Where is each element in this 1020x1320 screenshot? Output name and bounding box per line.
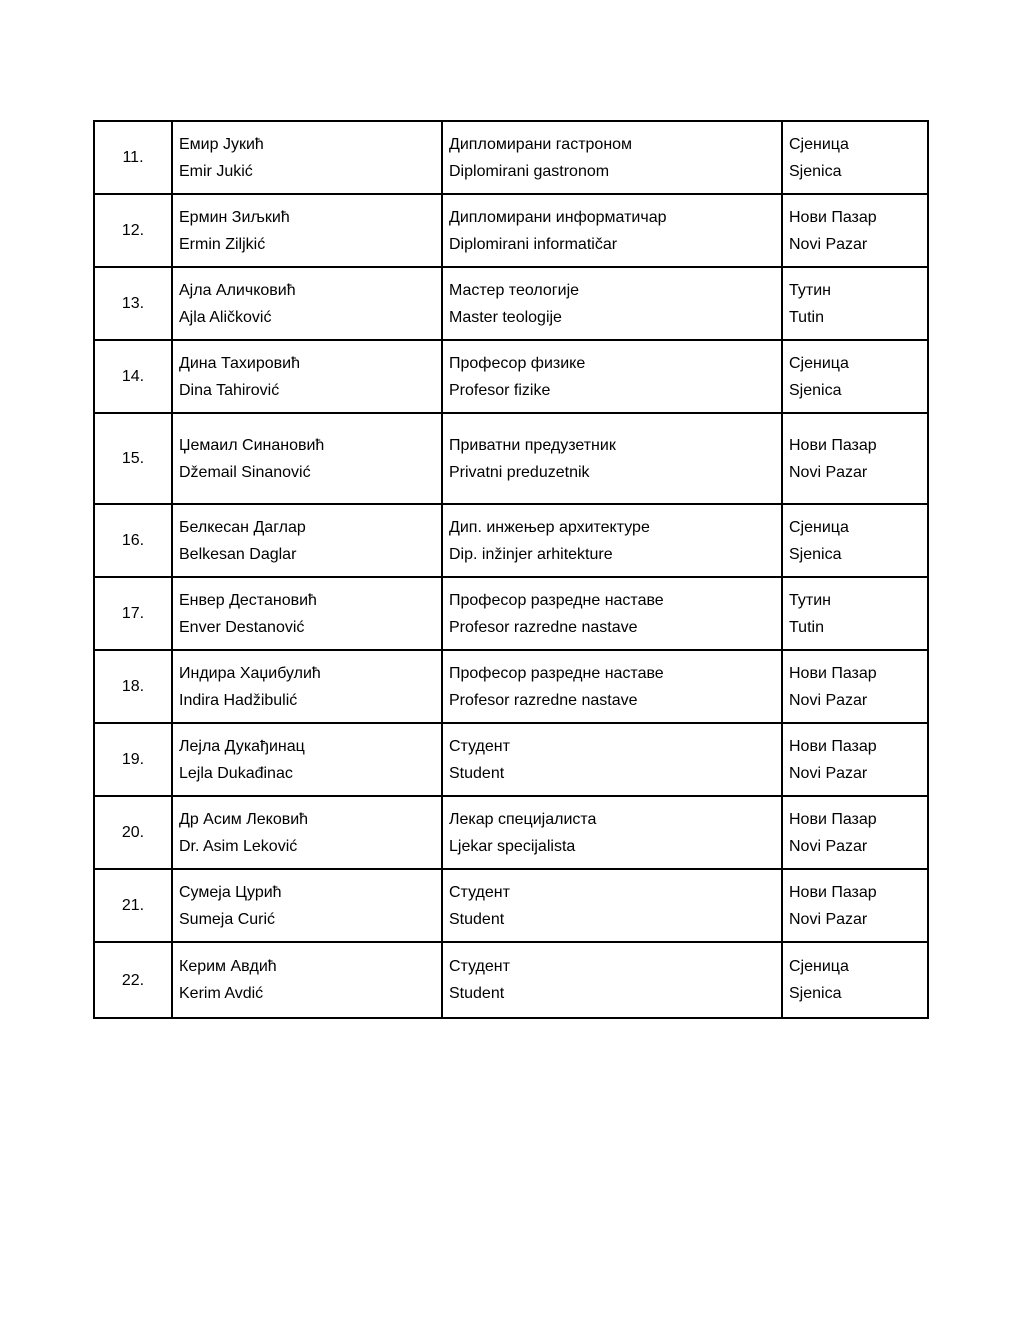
member-name-cell [172,121,442,194]
member-place-cyrillic: Сјеница [789,958,849,975]
member-name-latin: Dr. Asim Leković [179,837,298,855]
table-row [94,796,928,869]
member-title-cyrillic: Дипломирани гастроном [449,135,633,153]
member-place-latin: Novi Pazar [789,235,868,253]
member-name-cyrillic: Ермин Зиљкић [179,208,290,226]
table-row [94,194,928,267]
member-place-cell [782,650,928,723]
member-name-cell [172,869,442,942]
member-title-latin: Student [449,910,505,928]
member-title-cell [442,723,782,796]
table-row [94,577,928,650]
member-title-cyrillic: Студент [449,737,510,755]
member-name-cell [172,796,442,869]
member-place-latin: Tutin [789,308,824,326]
member-title-latin: Student [449,985,505,1002]
member-title-cyrillic: Дипломирани информатичар [449,208,667,226]
row-number: 15. [94,413,172,504]
member-title-cyrillic: Професор физике [449,354,586,372]
member-name-latin: Dina Tahirović [179,381,280,399]
row-number: 13. [94,267,172,340]
member-title-latin: Dip. inžinjer arhitekture [449,545,613,563]
member-name-cell [172,340,442,413]
member-place-cell [782,267,928,340]
member-title-cell [442,577,782,650]
member-title-cyrillic: Лекар специјалиста [449,810,597,828]
members-table [93,120,929,1019]
member-place-latin: Sjenica [789,162,842,180]
member-name-latin: Emir Jukić [179,162,253,180]
member-name-cyrillic: Индира Хаџибулић [179,664,321,682]
member-title-latin: Master teologije [449,308,562,326]
table-row [94,504,928,577]
member-place-cyrillic: Сјеница [789,518,849,536]
table-row [94,413,928,504]
member-place-cyrillic: Сјеница [789,135,849,153]
member-title-cyrillic: Професор разредне наставе [449,591,664,609]
member-place-latin: Tutin [789,618,824,636]
member-place-latin: Sjenica [789,381,842,399]
member-title-cyrillic: Професор разредне наставе [449,664,664,682]
member-title-cyrillic: Приватни предузетник [449,436,616,454]
row-number: 19. [94,723,172,796]
member-title-cell [442,267,782,340]
member-title-latin: Profesor fizike [449,381,551,399]
member-title-latin: Profesor razredne nastave [449,618,638,636]
table-row [94,942,928,1018]
table-row [94,267,928,340]
member-name-cell [172,504,442,577]
member-name-cell [172,194,442,267]
member-place-cell [782,723,928,796]
member-name-cyrillic: Лејла Дукађинац [179,737,305,755]
member-title-cell [442,413,782,504]
row-number: 14. [94,340,172,413]
member-place-latin: Novi Pazar [789,910,868,928]
member-title-cell [442,650,782,723]
member-place-cyrillic: Нови Пазар [789,208,877,226]
member-name-cell [172,942,442,1018]
member-place-cyrillic: Нови Пазар [789,436,877,454]
table-row [94,340,928,413]
member-name-latin: Kerim Avdić [179,985,264,1002]
member-place-cyrillic: Нови Пазар [789,737,877,755]
member-place-latin: Sjenica [789,985,842,1002]
member-name-cyrillic: Др Асим Лековић [179,810,309,828]
member-title-latin: Student [449,764,505,782]
member-name-latin: Enver Destanović [179,618,305,636]
row-number: 20. [94,796,172,869]
member-place-cell [782,942,928,1018]
member-name-cyrillic: Ајла Аличковић [179,281,296,299]
member-name-cell [172,267,442,340]
table-row [94,121,928,194]
member-title-latin: Diplomirani gastronom [449,162,610,180]
member-name-cyrillic: Дина Тахировић [179,354,300,372]
member-place-cell [782,577,928,650]
member-name-cyrillic: Емир Јукић [179,135,264,153]
row-number: 16. [94,504,172,577]
row-number: 22. [94,942,172,1018]
member-name-cyrillic: Белкесан Даглар [179,518,306,536]
member-place-cell [782,413,928,504]
member-place-latin: Novi Pazar [789,691,868,709]
member-title-cell [442,121,782,194]
member-name-cell [172,650,442,723]
member-name-cell [172,723,442,796]
member-title-latin: Privatni preduzetnik [449,463,590,481]
member-place-cyrillic: Сјеница [789,354,849,372]
row-number: 21. [94,869,172,942]
member-place-cell [782,504,928,577]
table-row [94,650,928,723]
member-title-latin: Ljekar specijalista [449,837,576,855]
member-place-latin: Novi Pazar [789,837,868,855]
member-title-cell [442,869,782,942]
member-title-cell [442,796,782,869]
member-title-latin: Diplomirani informatičar [449,235,618,253]
member-name-cyrillic: Џемаил Синановић [179,436,325,454]
member-title-cell [442,340,782,413]
member-name-cell [172,413,442,504]
member-place-cyrillic: Нови Пазар [789,810,877,828]
member-name-latin: Džemail Sinanović [179,463,311,481]
member-place-cell [782,869,928,942]
member-place-cyrillic: Нови Пазар [789,664,877,682]
row-number: 17. [94,577,172,650]
row-number: 12. [94,194,172,267]
member-place-cyrillic: Нови Пазар [789,883,877,901]
member-title-cyrillic: Мастер теологије [449,281,580,299]
member-title-cell [442,504,782,577]
member-name-latin: Belkesan Daglar [179,545,297,563]
member-place-cell [782,121,928,194]
member-title-cyrillic: Дип. инжењер архитектуре [449,518,650,536]
member-name-latin: Lejla Dukađinac [179,764,293,782]
member-place-cell [782,340,928,413]
member-place-latin: Novi Pazar [789,764,868,782]
member-place-latin: Novi Pazar [789,463,868,481]
member-name-latin: Sumeja Curić [179,910,276,928]
member-place-cell [782,796,928,869]
member-title-cell [442,194,782,267]
member-place-cyrillic: Тутин [789,281,831,299]
member-place-cyrillic: Тутин [789,591,831,609]
member-name-cyrillic: Сумеја Цурић [179,883,282,901]
member-name-latin: Ermin Ziljkić [179,235,266,253]
member-title-cyrillic: Студент [449,958,510,975]
member-title-cyrillic: Студент [449,883,510,901]
row-number: 11. [94,121,172,194]
member-place-cell [782,194,928,267]
member-place-latin: Sjenica [789,545,842,563]
member-name-cyrillic: Енвер Дестановић [179,591,317,609]
row-number: 18. [94,650,172,723]
member-title-cell [442,942,782,1018]
member-name-latin: Indira Hadžibulić [179,691,298,709]
member-name-cell [172,577,442,650]
member-name-cyrillic: Керим Авдић [179,958,277,975]
table-row [94,723,928,796]
member-name-latin: Ajla Aličković [179,308,272,326]
member-title-latin: Profesor razredne nastave [449,691,638,709]
table-row [94,869,928,942]
